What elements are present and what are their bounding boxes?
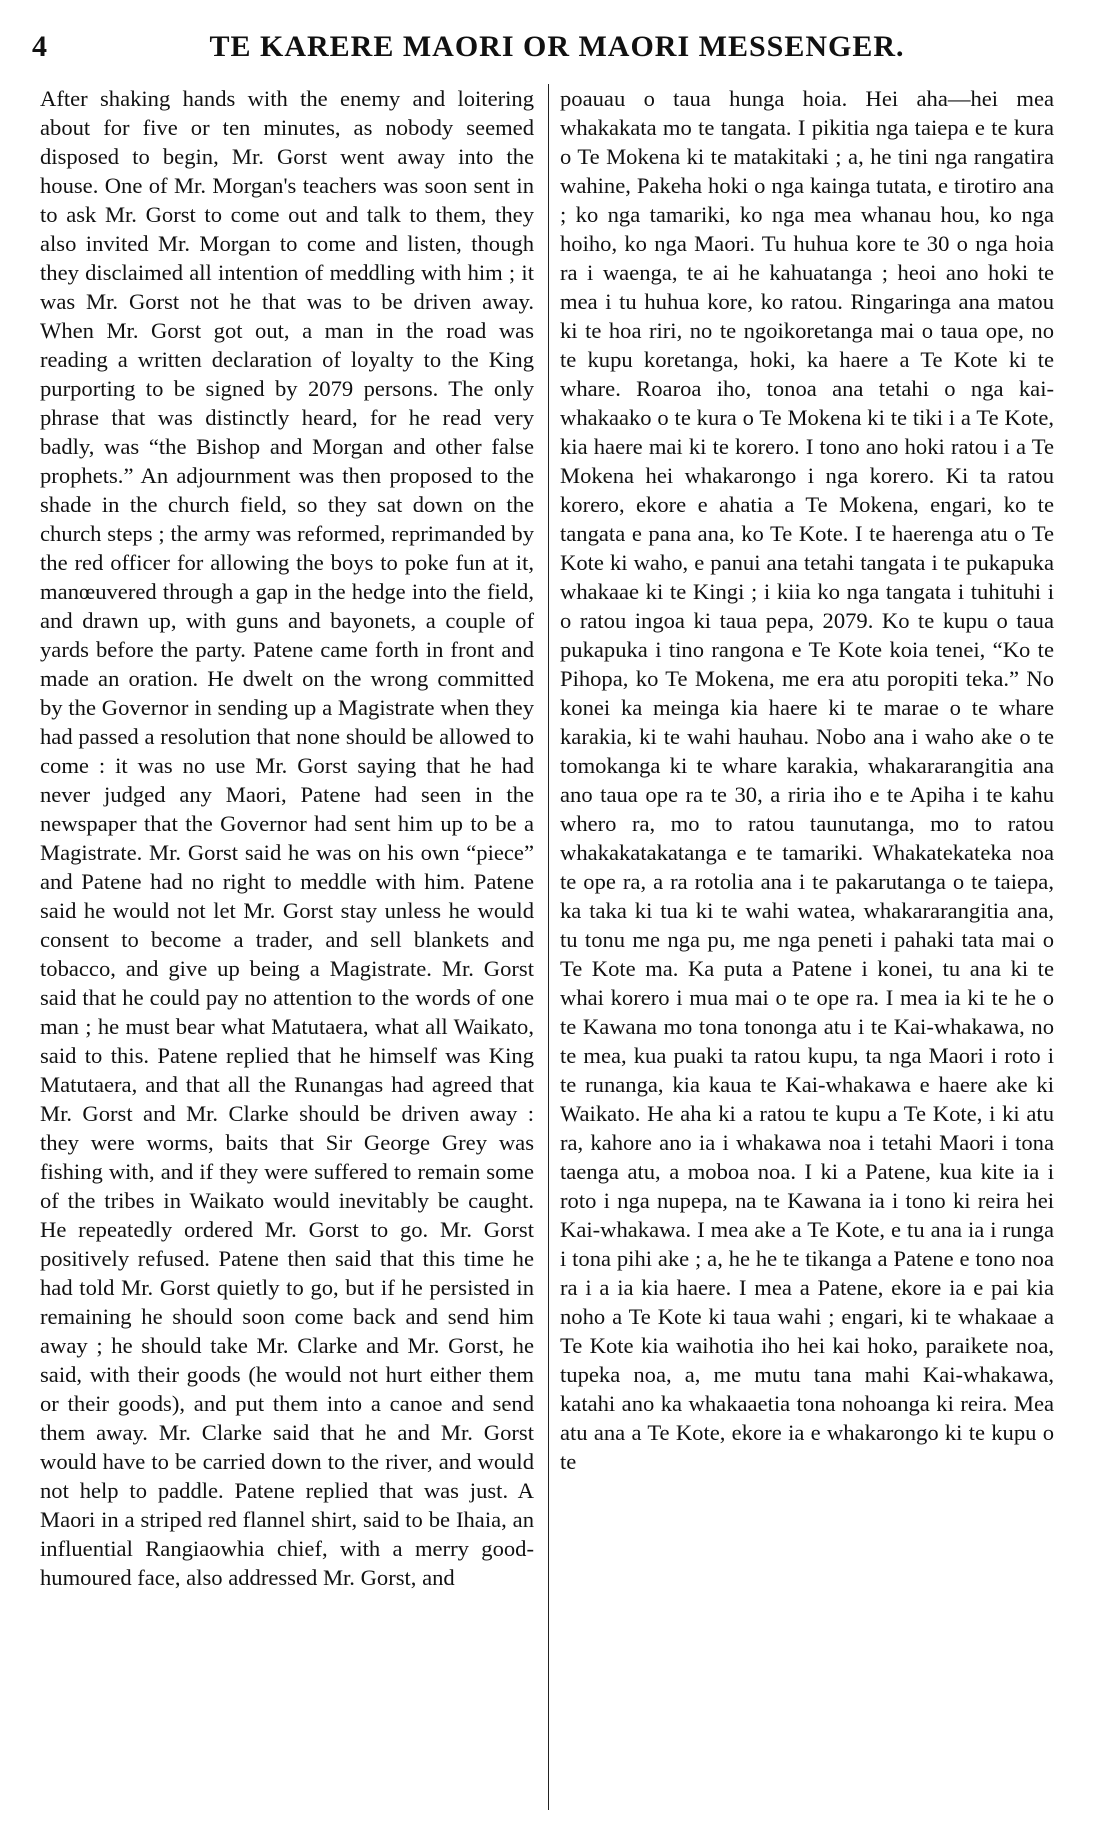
page-header [32, 30, 1082, 74]
english-text: After shaking hands with the enemy and loitering about for five or ten minutes, as nobody seemed disposed to begin, Mr. Gorst went away into the house. One of Mr. Morgan's teachers was soon sent in to ask Mr. Gorst to come out and talk to them, they also invited Mr. Morgan to come and listen, though they disclaimed all intention of meddling with him ; it was Mr. Gorst not he that was to be driven away. When Mr. Gorst got out, a man in the road was reading a written declaration of loyalty to the King purporting to be signed by 2079 persons. The only phrase that was distinctly heard, for he read very badly, was “the Bishop and Morgan and other false prophets.” An adjournment was then proposed to the shade in the church field, so they sat down on the church steps ; the army was reformed, reprimanded by the red officer for allowing the boys to poke fun at it, manœuvered through a gap in the hedge into the field, and drawn up, with guns and bayonets, a couple of yards before the party. Patene came forth in front and made an oration. He dwelt on the wrong committed by the Governor in sending up a Magistrate when they had passed a resolution that none should be allowed to come : it was no use Mr. Gorst saying that he had never judged any Maori, Patene had seen in the newspaper that the Governor had sent him up to be a Magistrate. Mr. Gorst said he was on his own “piece” and Patene had no right to meddle with him. Patene said he would not let Mr. Gorst stay unless he would consent to become a trader, and sell blankets and tobacco, and give up being a Magistrate. Mr. Gorst said that he could pay no attention to the words of one man ; he must bear what Matutaera, what all Waikato, said to this. Patene replied that he himself was King Matutaera, and that all the Runangas had agreed that Mr. Gorst and Mr. Clarke should be driven away : they were worms, baits that Sir George Grey was fishing with, and if they were suffered to remain some of the tribes in Waikato would inevitably be caught. He repeatedly ordered Mr. Gorst to go. Mr. Gorst positively refused. Patene then said that this time he had told Mr. Gorst quietly to go, but if he persisted in remaining he should soon come back and send him away ; he should take Mr. Clarke and Mr. Gorst, he said, with their goods (he would not hurt either them or their goods), and put them into a canoe and send them away. Mr. Clarke said that he and Mr. Gorst would have to be carried down to the river, and would not help to paddle. Patene replied that was just. A Maori in a striped red flannel shirt, said to be Ihaia, an influential Rangiaowhia chief, with a merry good-humoured face, also addressed Mr. Gorst, and [40, 86, 534, 1590]
running-head-title: TE KARERE MAORI OR MAORI MESSENGER. [209, 30, 905, 63]
page-number: 4 [32, 30, 47, 63]
column-divider [548, 84, 549, 1810]
maori-text: poauau o taua hunga hoia. Hei aha—hei mea whakakata mo te tangata. I pikitia nga taiepa e te kura o Te Mokena ki te matakitaki ; a, he tini nga rangatira wahine, Pakeha hoki o nga kainga tutata, e tirotiro ana ; ko nga tamariki, ko nga mea whanau hou, ko nga hoiho, ko nga Maori. Tu huhua kore te 30 o nga hoia ra i waenga, te ai he kahuatanga ; heoi ano hoki te mea i tu huhua kore, ko ratou. Ringaringa ana matou ki te hoa riri, no te ngoikoretanga mai o taua ope, no te kupu koretanga, hoki, ka haere a Te Kote ki te whare. Roaroa iho, tonoa ana tetahi o nga kai-whakaako o te kura o Te Mokena ki te tiki i a Te Kote, kia haere mai ki te korero. I tono ano hoki ratou i a Te Mokena hei whakarongo i nga korero. Ki ta ratou korero, ekore e ahatia a Te Mokena, engari, ko te tangata e pana ana, ko Te Kote. I te haerenga atu o Te Kote ki waho, e panui ana tetahi tangata i te pukapuka whakaae ki te Kingi ; i kiia ko nga tangata i tuhituhi i o ratou ingoa ki taua pepa, 2079. Ko te kupu o taua pukapuka i tino rangona e Te Kote koia tenei, “Ko te Pihopa, ko Te Mokena, me era atu poropiti teka.” No konei ka meinga kia haere ki te marae o te whare karakia, ki te wahi hauhau. Nobo ana i waho ake o te tomokanga ki te whare karakia, whakararangitia ana ano taua ope ra te 30, a riria iho e te Apiha i te kahu whero ra, mo to ratou taunutanga, mo to ratou whakakatakatanga e te tamariki. Whakatekateka noa te ope ra, a ra rotolia ana i te pakarutanga o te taiepa, ka taka ki tua ki te wahi watea, whakararangitia ana, tu tonu me nga pu, me nga peneti i pahaki tata mai o Te Kote ma. Ka puta a Patene i konei, tu ana ki te whai korero i mua mai o te ope ra. I mea ia ki te he o te Kawana mo tona tononga atu i te Kai-whakawa, no te mea, kua puaki ta ratou kupu, ta nga Maori i roto i te runanga, kia kaua te Kai-whakawa e haere ake ki Waikato. He aha ki a ratou te kupu a Te Kote, i ki atu ra, kahore ano ia i whakawa noa i tetahi Maori i tona taenga atu, a moboa noa. I ki a Patene, kua kite ia i roto i nga nupepa, na te Kawana ia i tono ki reira hei Kai-whakawa. I mea ake a Te Kote, e tu ana ia i runga i tona pihi ake ; a, he he te tikanga a Patene e tono noa ra i a ia kia haere. I mea a Patene, ekore ia e pai kia noho a Te Kote ki taua wahi ; engari, ki te whakaae a Te Kote kia waihotia iho hei kai hoko, paraikete noa, tupeka noa, a, me mutu tana mahi Kai-whakawa, katahi ano ka whakaaetia tona nohoanga ki reira. Mea atu ana a Te Kote, ekore ia e whakarongo ki te kupu o te [560, 86, 1054, 1474]
maori-column [560, 84, 1054, 1476]
english-column [40, 84, 534, 1592]
